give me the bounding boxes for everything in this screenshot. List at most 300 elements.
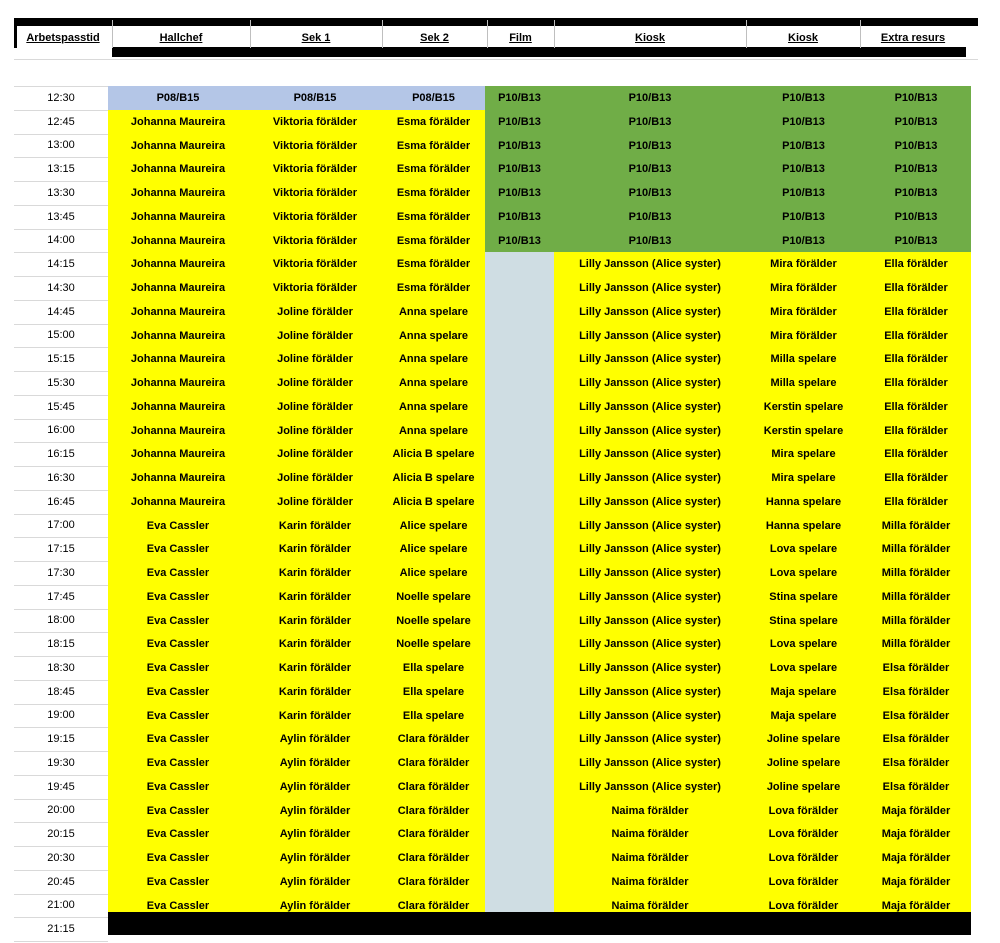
- schedule-cell: Eva Cassler: [108, 514, 248, 538]
- schedule-cell: Lilly Jansson (Alice syster): [554, 252, 746, 276]
- schedule-cell: P10/B13: [746, 181, 861, 205]
- schedule-cell: Ella förälder: [861, 300, 971, 324]
- schedule-cell: Eva Cassler: [108, 751, 248, 775]
- schedule-cell: [485, 585, 554, 609]
- schedule-cell: Hanna spelare: [746, 514, 861, 538]
- schedule-cell: Lilly Jansson (Alice syster): [554, 466, 746, 490]
- schedule-cell: Eva Cassler: [108, 585, 248, 609]
- schedule-cell: Lilly Jansson (Alice syster): [554, 561, 746, 585]
- time-cell: 16:00: [47, 424, 75, 437]
- time-cell: 20:30: [47, 851, 75, 864]
- schedule-cell: Lova spelare: [746, 656, 861, 680]
- schedule-cell: Anna spelare: [382, 324, 485, 348]
- schedule-cell: Alice spelare: [382, 514, 485, 538]
- schedule-cell: Ella förälder: [861, 371, 971, 395]
- schedule-cell: Johanna Maureira: [108, 371, 248, 395]
- schedule-cell: [485, 442, 554, 466]
- schedule-cell: Kerstin spelare: [746, 419, 861, 443]
- schedule-cell: Johanna Maureira: [108, 347, 248, 371]
- schedule-cell: Johanna Maureira: [108, 229, 248, 253]
- schedule-cell: Lova förälder: [746, 894, 861, 918]
- schedule-cell: P10/B13: [554, 157, 746, 181]
- schedule-cell: Ella förälder: [861, 395, 971, 419]
- column-header-5: Film: [509, 32, 532, 44]
- header-separator: [860, 20, 861, 48]
- schedule-cell: Eva Cassler: [108, 632, 248, 656]
- time-cell: 19:45: [47, 780, 75, 793]
- header-separator: [487, 20, 488, 48]
- schedule-cell: Karin förälder: [248, 514, 382, 538]
- schedule-cell: P10/B13: [746, 157, 861, 181]
- schedule-cell: Eva Cassler: [108, 799, 248, 823]
- schedule-cell: [485, 490, 554, 514]
- schedule-cell: Ella spelare: [382, 704, 485, 728]
- schedule-cell: Eva Cassler: [108, 727, 248, 751]
- schedule-cell: Esma förälder: [382, 110, 485, 134]
- schedule-cell: [485, 347, 554, 371]
- time-cell-last: 21:15: [47, 923, 75, 936]
- schedule-cell: Anna spelare: [382, 419, 485, 443]
- schedule-cell: Lilly Jansson (Alice syster): [554, 751, 746, 775]
- schedule-cell: P08/B15: [108, 86, 248, 110]
- schedule-cell: Clara förälder: [382, 727, 485, 751]
- schedule-cell: Lilly Jansson (Alice syster): [554, 276, 746, 300]
- schedule-cell: P10/B13: [861, 181, 971, 205]
- header-separator: [112, 20, 113, 48]
- schedule-cell: Johanna Maureira: [108, 276, 248, 300]
- schedule-cell: Johanna Maureira: [108, 419, 248, 443]
- schedule-cell: Naima förälder: [554, 894, 746, 918]
- schedule-cell: [485, 561, 554, 585]
- time-cell: 16:15: [47, 448, 75, 461]
- schedule-cell: Lilly Jansson (Alice syster): [554, 324, 746, 348]
- time-cell: 18:30: [47, 661, 75, 674]
- schedule-cell: Elsa förälder: [861, 704, 971, 728]
- schedule-cell: Milla förälder: [861, 632, 971, 656]
- header-top-bar: [14, 18, 978, 26]
- schedule-cell: Lilly Jansson (Alice syster): [554, 727, 746, 751]
- schedule-cell: Naima förälder: [554, 822, 746, 846]
- schedule-cell: Joline förälder: [248, 442, 382, 466]
- column-header-6: Kiosk: [635, 32, 665, 44]
- schedule-cell: P10/B13: [861, 110, 971, 134]
- schedule-cell: Milla förälder: [861, 585, 971, 609]
- schedule-cell: P10/B13: [485, 110, 554, 134]
- schedule-cell: Esma förälder: [382, 276, 485, 300]
- schedule-cell: Noelle spelare: [382, 585, 485, 609]
- column-header-1: Arbetspasstid: [26, 32, 100, 44]
- time-cell: 17:00: [47, 519, 75, 532]
- schedule-cell: Lova spelare: [746, 537, 861, 561]
- time-cell: 19:15: [47, 733, 75, 746]
- schedule-cell: Johanna Maureira: [108, 395, 248, 419]
- time-cell: 13:45: [47, 210, 75, 223]
- schedule-cell: Lova förälder: [746, 799, 861, 823]
- schedule-cell: P10/B13: [861, 134, 971, 158]
- schedule-cell: Johanna Maureira: [108, 300, 248, 324]
- schedule-cell: P10/B13: [861, 86, 971, 110]
- schedule-cell: Esma förälder: [382, 157, 485, 181]
- time-cell: 15:30: [47, 376, 75, 389]
- schedule-cell: Ella förälder: [861, 442, 971, 466]
- schedule-cell: [485, 632, 554, 656]
- schedule-cell: Johanna Maureira: [108, 110, 248, 134]
- column-header-3: Sek 1: [301, 32, 331, 44]
- schedule-cell: Viktoria förälder: [248, 252, 382, 276]
- schedule-cell: Hanna spelare: [746, 490, 861, 514]
- schedule-cell: Esma förälder: [382, 205, 485, 229]
- schedule-cell: Maja spelare: [746, 680, 861, 704]
- schedule-cell: P10/B13: [554, 229, 746, 253]
- time-cell: 14:00: [47, 234, 75, 247]
- row-gridline: [14, 941, 108, 942]
- schedule-cell: [485, 870, 554, 894]
- schedule-cell: Eva Cassler: [108, 846, 248, 870]
- schedule-cell: Karin förälder: [248, 561, 382, 585]
- header-separator: [250, 20, 251, 48]
- column-header-7: Kiosk: [788, 32, 818, 44]
- schedule-cell: P10/B13: [554, 86, 746, 110]
- header-separator: [746, 20, 747, 48]
- schedule-cell: Lova förälder: [746, 822, 861, 846]
- schedule-cell: Anna spelare: [382, 371, 485, 395]
- schedule-cell: Elsa förälder: [861, 680, 971, 704]
- header-bottom-line: [14, 59, 978, 60]
- schedule-cell: Naima förälder: [554, 799, 746, 823]
- schedule-cell: [485, 609, 554, 633]
- schedule-cell: Joline förälder: [248, 371, 382, 395]
- schedule-cell: Clara förälder: [382, 870, 485, 894]
- schedule-cell: Aylin förälder: [248, 799, 382, 823]
- schedule-cell: Naima förälder: [554, 846, 746, 870]
- schedule-cell: Joline förälder: [248, 466, 382, 490]
- end-black-bar: [108, 912, 971, 935]
- schedule-cell: Eva Cassler: [108, 822, 248, 846]
- time-cell: 18:15: [47, 638, 75, 651]
- schedule-cell: Johanna Maureira: [108, 181, 248, 205]
- schedule-cell: [485, 822, 554, 846]
- schedule-cell: Maja spelare: [746, 704, 861, 728]
- schedule-cell: Eva Cassler: [108, 870, 248, 894]
- schedule-cell: Johanna Maureira: [108, 157, 248, 181]
- schedule-cell: Karin förälder: [248, 656, 382, 680]
- time-cell: 20:45: [47, 875, 75, 888]
- schedule-cell: [485, 704, 554, 728]
- time-cell: 13:30: [47, 186, 75, 199]
- schedule-cell: Milla spelare: [746, 347, 861, 371]
- schedule-cell: [485, 799, 554, 823]
- schedule-cell: Lilly Jansson (Alice syster): [554, 371, 746, 395]
- schedule-cell: P10/B13: [746, 205, 861, 229]
- schedule-cell: Ella förälder: [861, 252, 971, 276]
- schedule-cell: Joline förälder: [248, 347, 382, 371]
- schedule-cell: Johanna Maureira: [108, 134, 248, 158]
- schedule-cell: Lilly Jansson (Alice syster): [554, 347, 746, 371]
- schedule-cell: Milla förälder: [861, 537, 971, 561]
- schedule-cell: Lilly Jansson (Alice syster): [554, 704, 746, 728]
- schedule-cell: [485, 324, 554, 348]
- schedule-cell: Aylin förälder: [248, 751, 382, 775]
- schedule-cell: Johanna Maureira: [108, 205, 248, 229]
- schedule-cell: P10/B13: [746, 110, 861, 134]
- time-cell: 13:15: [47, 163, 75, 176]
- schedule-cell: Lilly Jansson (Alice syster): [554, 419, 746, 443]
- schedule-cell: Karin förälder: [248, 585, 382, 609]
- schedule-cell: Lilly Jansson (Alice syster): [554, 632, 746, 656]
- schedule-cell: Eva Cassler: [108, 680, 248, 704]
- column-header-4: Sek 2: [420, 32, 449, 44]
- schedule-cell: Clara förälder: [382, 894, 485, 918]
- schedule-cell: [485, 537, 554, 561]
- schedule-cell: Milla spelare: [746, 371, 861, 395]
- schedule-cell: Karin förälder: [248, 632, 382, 656]
- schedule-cell: Elsa förälder: [861, 751, 971, 775]
- header-separator: [382, 20, 383, 48]
- schedule-cell: Eva Cassler: [108, 561, 248, 585]
- schedule-cell: [485, 252, 554, 276]
- schedule-cell: Milla förälder: [861, 514, 971, 538]
- schedule-cell: Lilly Jansson (Alice syster): [554, 300, 746, 324]
- schedule-cell: Johanna Maureira: [108, 490, 248, 514]
- schedule-cell: Eva Cassler: [108, 609, 248, 633]
- time-cell: 18:00: [47, 614, 75, 627]
- schedule-cell: Karin förälder: [248, 609, 382, 633]
- time-cell: 17:30: [47, 566, 75, 579]
- time-cell: 15:15: [47, 353, 75, 366]
- time-cell: 17:45: [47, 590, 75, 603]
- schedule-cell: Aylin förälder: [248, 870, 382, 894]
- schedule-cell: Aylin förälder: [248, 822, 382, 846]
- schedule-cell: Joline förälder: [248, 300, 382, 324]
- time-cell: 16:45: [47, 495, 75, 508]
- schedule-cell: Lilly Jansson (Alice syster): [554, 395, 746, 419]
- schedule-cell: [485, 846, 554, 870]
- column-header-8: Extra resurs: [880, 32, 946, 44]
- schedule-cell: Lilly Jansson (Alice syster): [554, 537, 746, 561]
- schedule-cell: Aylin förälder: [248, 846, 382, 870]
- time-cell: 20:00: [47, 804, 75, 817]
- schedule-cell: P10/B13: [485, 205, 554, 229]
- schedule-cell: Noelle spelare: [382, 632, 485, 656]
- schedule-cell: Naima förälder: [554, 870, 746, 894]
- schedule-cell: Elsa förälder: [861, 656, 971, 680]
- schedule-cell: Alicia B spelare: [382, 466, 485, 490]
- time-cell: 16:30: [47, 471, 75, 484]
- schedule-cell: Maja förälder: [861, 894, 971, 918]
- schedule-cell: Clara förälder: [382, 846, 485, 870]
- schedule-cell: Clara förälder: [382, 751, 485, 775]
- schedule-cell: Viktoria förälder: [248, 110, 382, 134]
- schedule-cell: Stina spelare: [746, 609, 861, 633]
- schedule-cell: Anna spelare: [382, 347, 485, 371]
- schedule-cell: Joline spelare: [746, 727, 861, 751]
- schedule-cell: Lilly Jansson (Alice syster): [554, 680, 746, 704]
- schedule-cell: Ella förälder: [861, 324, 971, 348]
- time-cell: 19:30: [47, 756, 75, 769]
- time-cell: 18:45: [47, 685, 75, 698]
- schedule-cell: P10/B13: [485, 157, 554, 181]
- schedule-cell: P10/B13: [746, 229, 861, 253]
- schedule-cell: Alice spelare: [382, 561, 485, 585]
- time-cell: 13:00: [47, 139, 75, 152]
- schedule-cell: P10/B13: [861, 157, 971, 181]
- time-cell: 20:15: [47, 828, 75, 841]
- schedule-cell: Mira spelare: [746, 466, 861, 490]
- schedule-cell: Aylin förälder: [248, 727, 382, 751]
- schedule-cell: Ella förälder: [861, 419, 971, 443]
- schedule-cell: Joline spelare: [746, 751, 861, 775]
- schedule-cell: Maja förälder: [861, 846, 971, 870]
- schedule-cell: P10/B13: [554, 110, 746, 134]
- schedule-cell: [485, 371, 554, 395]
- schedule-cell: Mira förälder: [746, 300, 861, 324]
- schedule-cell: Esma förälder: [382, 134, 485, 158]
- schedule-cell: Milla förälder: [861, 561, 971, 585]
- schedule-cell: Anna spelare: [382, 395, 485, 419]
- schedule-cell: Mira förälder: [746, 252, 861, 276]
- time-cell: 12:45: [47, 115, 75, 128]
- schedule-cell: Aylin förälder: [248, 894, 382, 918]
- schedule-cell: Alice spelare: [382, 537, 485, 561]
- schedule-cell: P10/B13: [485, 229, 554, 253]
- time-cell: 14:30: [47, 281, 75, 294]
- schedule-cell: Lilly Jansson (Alice syster): [554, 442, 746, 466]
- schedule-cell: P10/B13: [746, 134, 861, 158]
- schedule-cell: [485, 680, 554, 704]
- schedule-cell: Elsa förälder: [861, 775, 971, 799]
- schedule-cell: Lova spelare: [746, 561, 861, 585]
- schedule-cell: P10/B13: [554, 134, 746, 158]
- schedule-cell: Viktoria förälder: [248, 205, 382, 229]
- schedule-cell: [485, 466, 554, 490]
- schedule-cell: Maja förälder: [861, 799, 971, 823]
- schedule-cell: Lilly Jansson (Alice syster): [554, 609, 746, 633]
- schedule-cell: [485, 775, 554, 799]
- schedule-cell: Milla förälder: [861, 609, 971, 633]
- schedule-cell: Ella förälder: [861, 466, 971, 490]
- schedule-cell: Viktoria förälder: [248, 134, 382, 158]
- schedule-cell: [485, 514, 554, 538]
- schedule-cell: P10/B13: [485, 181, 554, 205]
- time-cell: 15:45: [47, 400, 75, 413]
- schedule-cell: Esma förälder: [382, 229, 485, 253]
- time-cell: 19:00: [47, 709, 75, 722]
- schedule-cell: Eva Cassler: [108, 704, 248, 728]
- schedule-cell: Ella spelare: [382, 680, 485, 704]
- schedule-cell: P10/B13: [861, 205, 971, 229]
- schedule-cell: Mira förälder: [746, 276, 861, 300]
- schedule-cell: P10/B13: [861, 229, 971, 253]
- time-cell: 21:00: [47, 899, 75, 912]
- schedule-cell: Johanna Maureira: [108, 442, 248, 466]
- schedule-cell: Eva Cassler: [108, 894, 248, 918]
- schedule-cell: Kerstin spelare: [746, 395, 861, 419]
- schedule-cell: Lilly Jansson (Alice syster): [554, 775, 746, 799]
- schedule-cell: [485, 419, 554, 443]
- time-cell: 12:30: [47, 91, 75, 104]
- schedule-cell: P10/B13: [554, 181, 746, 205]
- schedule-cell: Johanna Maureira: [108, 466, 248, 490]
- schedule-cell: Lova spelare: [746, 632, 861, 656]
- schedule-cell: P10/B13: [485, 86, 554, 110]
- schedule-cell: [485, 751, 554, 775]
- schedule-cell: Clara förälder: [382, 775, 485, 799]
- schedule-cell: Viktoria förälder: [248, 157, 382, 181]
- schedule-cell: Karin förälder: [248, 537, 382, 561]
- schedule-cell: P08/B15: [248, 86, 382, 110]
- schedule-cell: Lova förälder: [746, 846, 861, 870]
- schedule-cell: Lilly Jansson (Alice syster): [554, 490, 746, 514]
- schedule-cell: Viktoria förälder: [248, 276, 382, 300]
- schedule-cell: Maja förälder: [861, 870, 971, 894]
- schedule-cell: Clara förälder: [382, 799, 485, 823]
- schedule-cell: P10/B13: [485, 134, 554, 158]
- schedule-cell: [485, 395, 554, 419]
- schedule-cell: Mira spelare: [746, 442, 861, 466]
- schedule-cell: Lilly Jansson (Alice syster): [554, 585, 746, 609]
- schedule-cell: Ella förälder: [861, 276, 971, 300]
- schedule-cell: [485, 276, 554, 300]
- header-separator: [554, 20, 555, 48]
- schedule-cell: Joline spelare: [746, 775, 861, 799]
- schedule-cell: Viktoria förälder: [248, 181, 382, 205]
- schedule-cell: Eva Cassler: [108, 656, 248, 680]
- schedule-cell: P10/B13: [554, 205, 746, 229]
- schedule-cell: Clara förälder: [382, 822, 485, 846]
- schedule-cell: Joline förälder: [248, 395, 382, 419]
- schedule-cell: Anna spelare: [382, 300, 485, 324]
- schedule-cell: Esma förälder: [382, 252, 485, 276]
- schedule-cell: Lova förälder: [746, 870, 861, 894]
- schedule-cell: Karin förälder: [248, 680, 382, 704]
- schedule-cell: Johanna Maureira: [108, 252, 248, 276]
- time-cell: 14:45: [47, 305, 75, 318]
- schedule-cell: Stina spelare: [746, 585, 861, 609]
- schedule-cell: Joline förälder: [248, 419, 382, 443]
- schedule-cell: Lilly Jansson (Alice syster): [554, 656, 746, 680]
- time-cell: 15:00: [47, 329, 75, 342]
- schedule-cell: [485, 727, 554, 751]
- schedule-cell: P10/B13: [746, 86, 861, 110]
- schedule-cell: Noelle spelare: [382, 609, 485, 633]
- schedule-cell: Ella förälder: [861, 347, 971, 371]
- time-cell: 17:15: [47, 543, 75, 556]
- schedule-cell: Joline förälder: [248, 490, 382, 514]
- schedule-cell: Viktoria förälder: [248, 229, 382, 253]
- schedule-cell: Ella spelare: [382, 656, 485, 680]
- schedule-cell: Maja förälder: [861, 822, 971, 846]
- schedule-cell: Mira förälder: [746, 324, 861, 348]
- column-header-2: Hallchef: [159, 32, 203, 44]
- schedule-cell: Aylin förälder: [248, 775, 382, 799]
- schedule-cell: Lilly Jansson (Alice syster): [554, 514, 746, 538]
- schedule-cell: Eva Cassler: [108, 537, 248, 561]
- schedule-cell: Ella förälder: [861, 490, 971, 514]
- schedule-cell: Esma förälder: [382, 181, 485, 205]
- header-bottom-bar: [112, 47, 966, 57]
- schedule-cell: [485, 300, 554, 324]
- schedule-cell: Johanna Maureira: [108, 324, 248, 348]
- time-cell: 14:15: [47, 258, 75, 271]
- schedule-cell: Joline förälder: [248, 324, 382, 348]
- schedule-cell: Eva Cassler: [108, 775, 248, 799]
- schedule-cell: Alicia B spelare: [382, 442, 485, 466]
- schedule-cell: [485, 656, 554, 680]
- schedule-cell: Karin förälder: [248, 704, 382, 728]
- schedule-cell: P08/B15: [382, 86, 485, 110]
- schedule-cell: Alicia B spelare: [382, 490, 485, 514]
- schedule-cell: Elsa förälder: [861, 727, 971, 751]
